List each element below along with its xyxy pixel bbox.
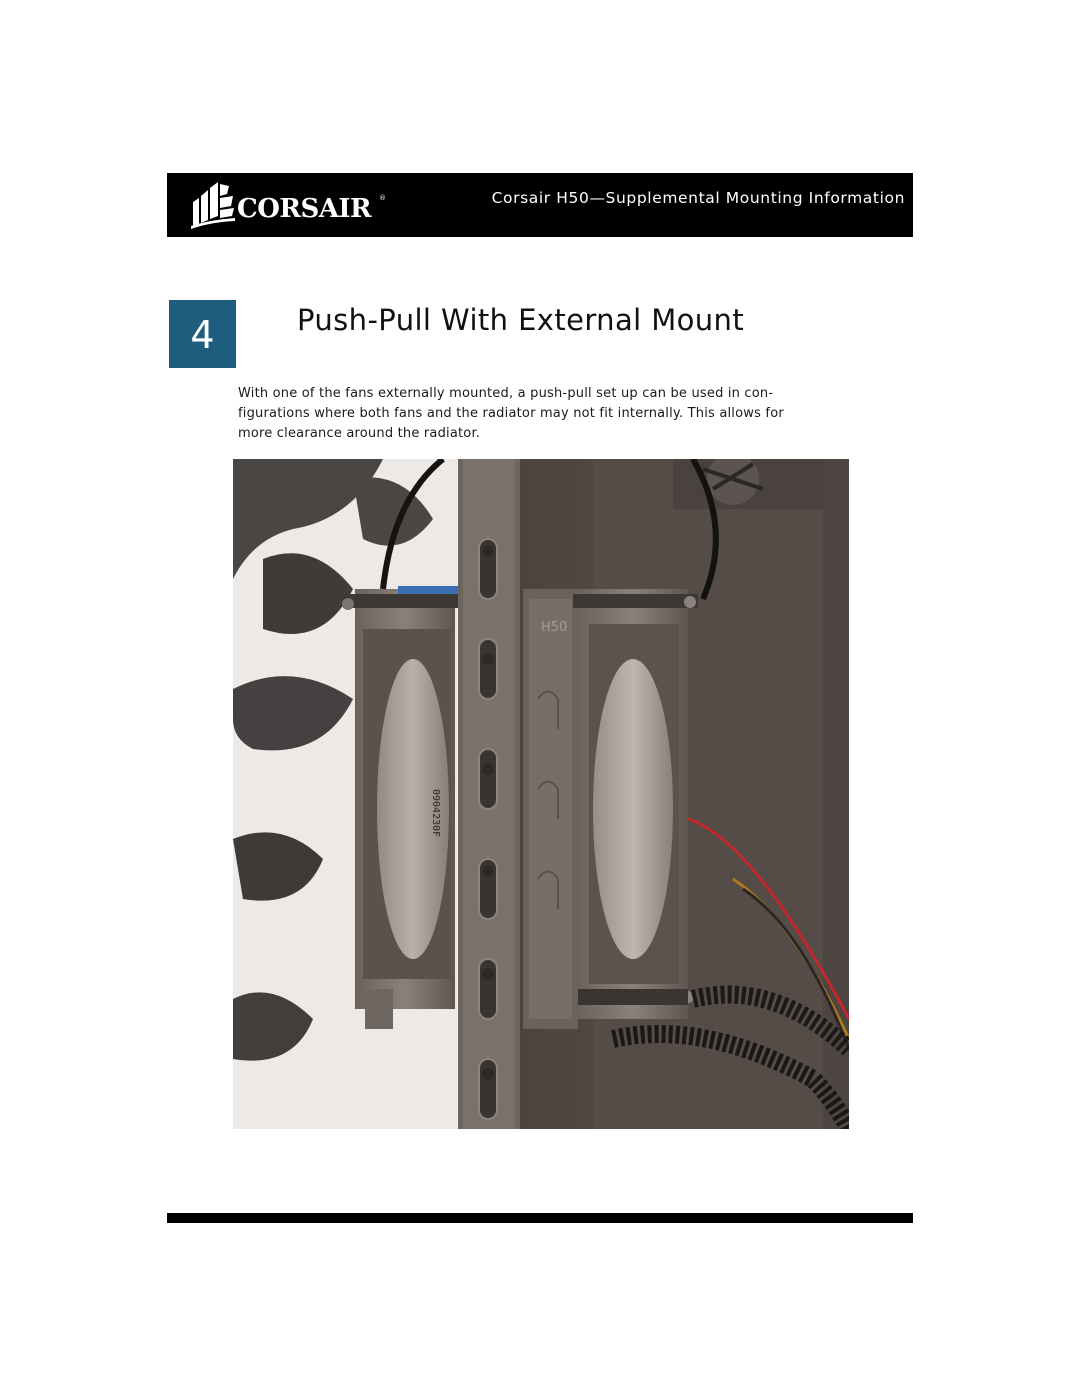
section-title: Push-Pull With External Mount bbox=[297, 303, 745, 337]
case-label: H50 bbox=[541, 620, 568, 635]
corsair-logo bbox=[189, 180, 389, 230]
header-bar bbox=[167, 173, 913, 237]
header-title: Corsair H50—Supplemental Mounting Information bbox=[491, 189, 905, 207]
step-number-badge: 4 bbox=[169, 300, 236, 368]
paragraph-line: With one of the fans externally mounted, a push-pull set up can be used in con- bbox=[238, 386, 774, 401]
fan-label: 0904230F bbox=[430, 789, 441, 838]
paragraph-line: figurations where both fans and the radiator may not fit internally. This allows for bbox=[238, 406, 784, 421]
paragraph-line: more clearance around the radiator. bbox=[238, 426, 481, 441]
push-pull-photo bbox=[233, 459, 849, 1129]
svg-text:®: ® bbox=[379, 194, 386, 202]
footer-rule bbox=[167, 1213, 913, 1223]
body-paragraph bbox=[238, 384, 850, 444]
logo-wordmark: CORSAIR bbox=[237, 194, 372, 224]
